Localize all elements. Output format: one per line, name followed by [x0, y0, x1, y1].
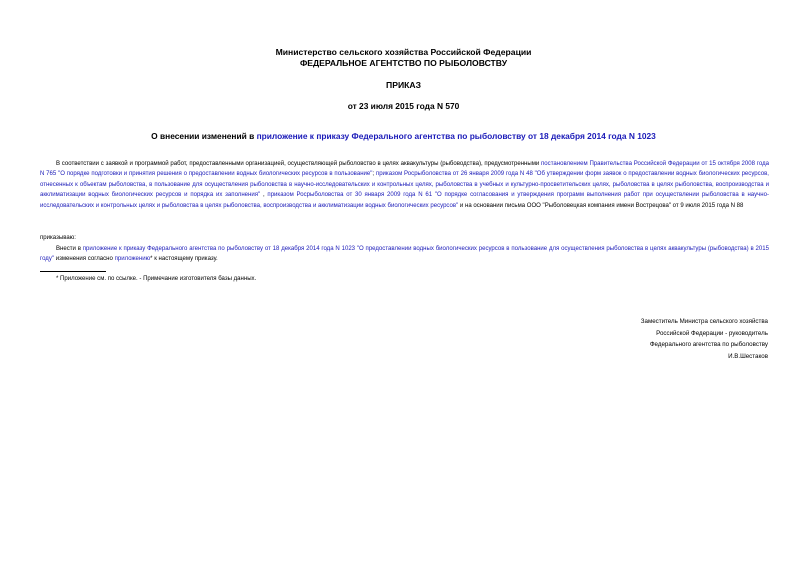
ministry-heading: Министерство сельского хозяйства Российской Федерации — [275, 47, 532, 57]
paragraph-text: Внести в — [56, 246, 83, 252]
agency-heading: ФЕДЕРАЛЬНОЕ АГЕНТСТВО ПО РЫБОЛОВСТВУ — [299, 58, 508, 68]
appendix-order-1023-link[interactable]: приложение к приказу Федерального агентства по рыболовству от 18 декабря 2014 года N 1023 "О предоставлении водных биологических ресурсов в пользование для осуществления рыболовства в целях аквакультуры (рыбоводства) в 2015 году" — [40, 246, 769, 263]
footnote: * Приложение см. по ссылке. - Примечание изготовителя базы данных. — [56, 276, 257, 282]
signatory-name: И.В.Шестаков — [728, 352, 768, 360]
order-61-link[interactable]: приказом Росрыболовства от 30 января 2009 года N 61 "О порядке согласования и утверждения программ выполнения работ при осуществлении рыболовства в научно-исследовательских и контрольных целях и рыболовства в целях рыболовства, воспроизводства и акклиматизации водных биологических ресурсов" — [40, 192, 769, 209]
decree-765-link[interactable]: постановлением Правительства Российской Федерации от 15 октября 2008 года N 765 "О порядке подготовки и принятия решения о предоставлении водных биологических ресурсов в пользование" — [40, 161, 769, 178]
paragraph-text: В соответствии с заявкой и программой работ, предоставленными организацией, осуществляющей рыболовство в целях аквакультуры (рыбоводства), предусмотренными — [56, 161, 542, 167]
order-word: приказываю: — [40, 235, 76, 241]
paragraph-text: изменения согласно — [54, 256, 115, 263]
paragraph-text: и на основании письма ООО "Рыболовецкая компания имени Вострецова" от 9 июля 2015 года N 88 — [458, 202, 744, 209]
signature-line: Заместитель Министра сельского хозяйства — [640, 318, 768, 325]
paragraph-order — [40, 244, 769, 265]
document-type: ПРИКАЗ — [386, 80, 421, 90]
paragraph-text: * к настоящему приказу. — [150, 256, 218, 263]
title-prefix: О внесении изменений в — [151, 131, 257, 141]
signature-line: Федерального агентства по рыболовству — [649, 341, 768, 348]
paragraph-text: , — [260, 192, 268, 199]
order-48-link[interactable]: приказом Росрыболовства от 26 января 2009 года N 48 "Об утверждении форм заявок о предоставлении водных биологических ресурсов, отнесенных к объектам рыболовства, в пользование для осуществления рыболовства в научно-исследовательских и контрольных целях, рыболовства в учебных и культурно-просветительских целях, рыболовства в целях рыболовства, воспроизводства и акклиматизации водных биологических ресурсов и порядка их заполнения" — [40, 171, 769, 199]
footnote-divider — [40, 271, 106, 272]
appendix-link[interactable]: приложению — [114, 256, 151, 263]
paragraph-text: ; — [372, 171, 376, 178]
signature-block — [518, 316, 768, 362]
document-title — [0, 131, 807, 141]
paragraph-basis — [40, 159, 769, 211]
signature-line: Российской Федерации - руководитель — [656, 329, 768, 337]
document-date-number: от 23 июля 2015 года N 570 — [347, 101, 460, 111]
title-link[interactable]: приложение к приказу Федерального агентства по рыболовству от 18 декабря 2014 года N 1023 — [256, 131, 656, 141]
